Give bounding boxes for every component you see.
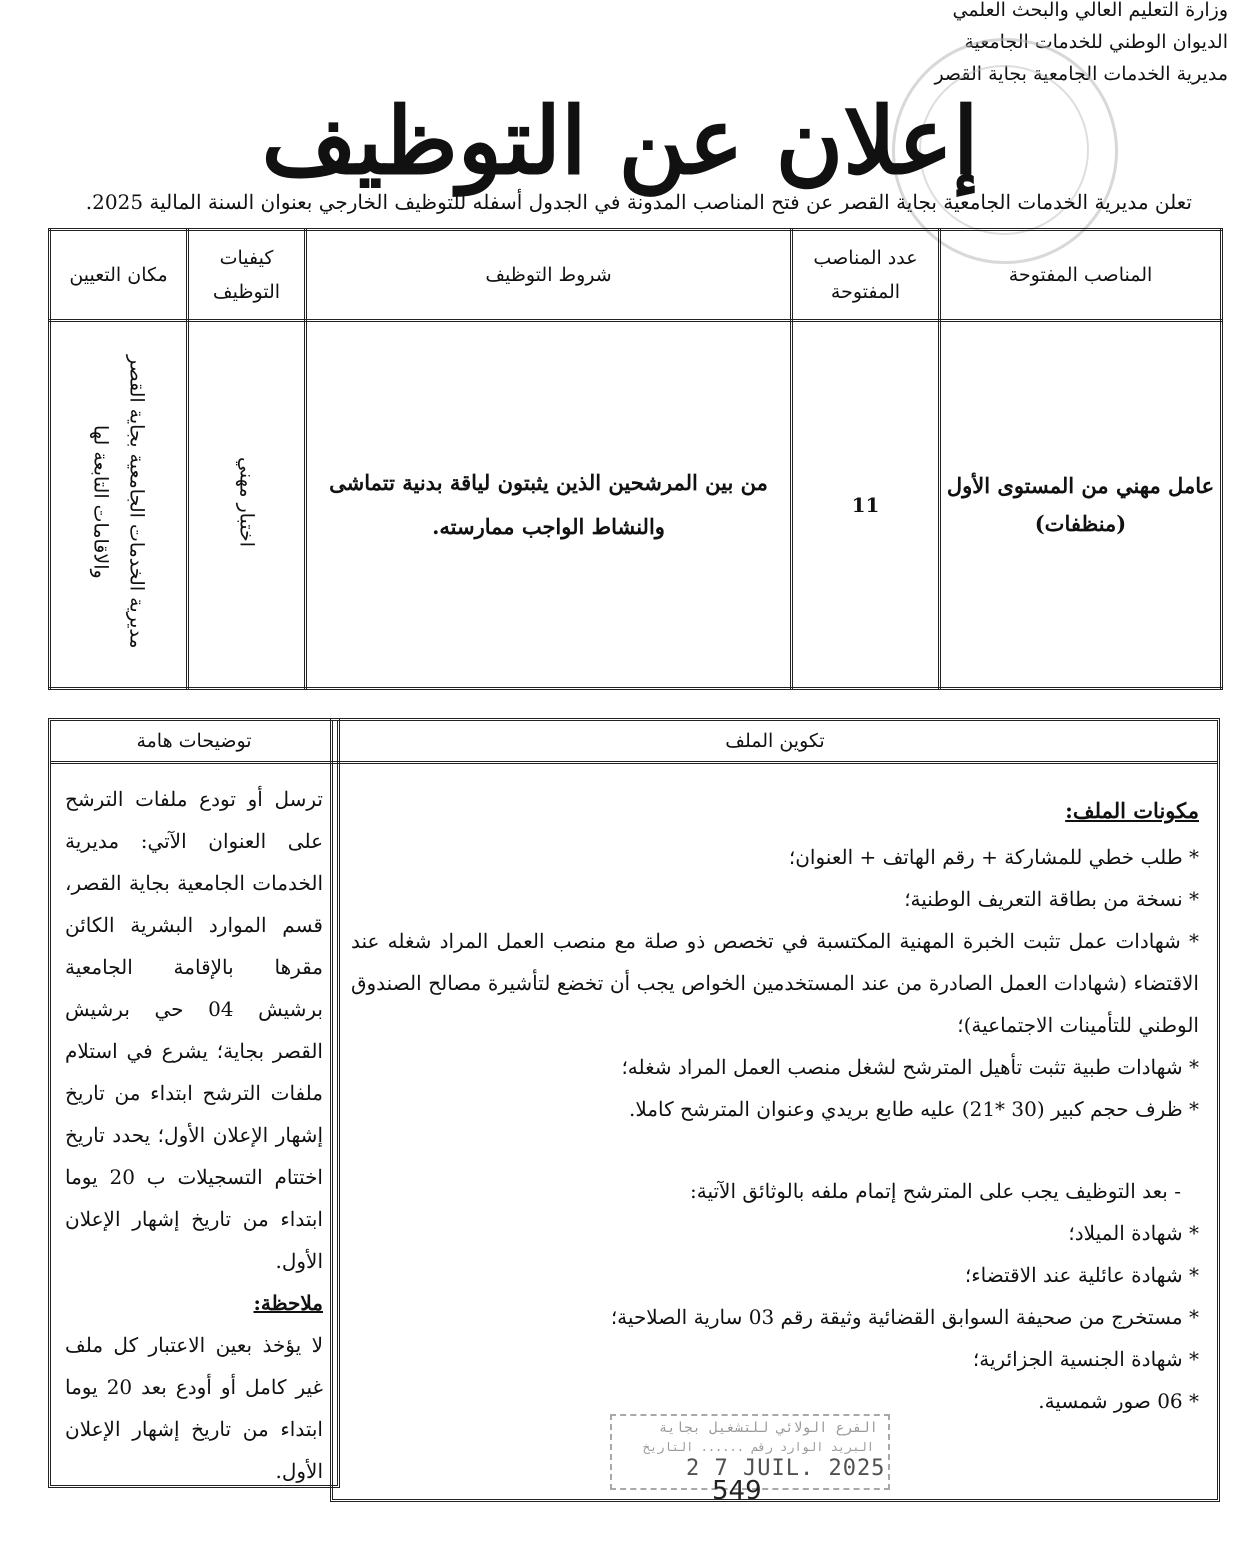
list-item: * مستخرج من صحيفة السوابق القضائية وثيقة رقم 03 سارية الصلاحية؛ bbox=[610, 1305, 1199, 1329]
cell-conditions: من بين المرشحين الذين يثبتون لياقة بدنية تتماشى والنشاط الواجب ممارسته. bbox=[306, 321, 792, 689]
header-conditions: شروط التوظيف bbox=[306, 230, 792, 321]
after-hiring-intro: - بعد التوظيف يجب على المترشح إتمام ملفه بالوثائق الآتية: bbox=[689, 1179, 1181, 1203]
cell-place bbox=[50, 321, 188, 689]
list-item: * شهادة الميلاد؛ bbox=[1068, 1221, 1199, 1245]
list-item: * طلب خطي للمشاركة + رقم الهاتف + العنوان؛ bbox=[788, 845, 1199, 869]
list-item: * ظرف حجم كبير (30 *21) عليه طابع بريدي وعنوان المترشح كاملا. bbox=[629, 1097, 1199, 1121]
dossier-subheading: مكونات الملف: bbox=[1065, 798, 1199, 823]
list-item: * شهادة الجنسية الجزائرية؛ bbox=[972, 1347, 1199, 1371]
list-item: * شهادات عمل تثبت الخبرة المهنية المكتسبة في تخصص ذو صلة مع منصب العمل المراد شغله عند الاقتضاء (شهادات العمل الصادرة من عند المستخدمين الخواص يجب أن تخضع لتأشيرة مصالح الصندوق الوطني للتأمينات الاجتماعية)؛ bbox=[351, 929, 1199, 1037]
header-post: المناصب المفتوحة bbox=[940, 230, 1222, 321]
header-place: مكان التعيين bbox=[50, 230, 188, 321]
cell-place-text: مديرية الخدمات الجامعية بجاية القصر والاقامات التابعة لها bbox=[89, 355, 148, 649]
notes-remark-text: لا يؤخذ بعين الاعتبار كل ملف غير كامل أو أودع بعد 20 يوما ابتداء من تاريخ إشهار الإعلان الأول. bbox=[65, 1333, 323, 1483]
header-mode: كيفيات التوظيف bbox=[188, 230, 306, 321]
list-item: * نسخة من بطاقة التعريف الوطنية؛ bbox=[904, 887, 1199, 911]
header-count: عدد المناصب المفتوحة bbox=[792, 230, 940, 321]
notes-remark-label: ملاحظة: bbox=[253, 1291, 323, 1315]
receipt-stamp-line1: الفرع الولائي للتشغيل بجاية bbox=[658, 1420, 878, 1436]
header-line-directorate: مديرية الخدمات الجامعية بجاية القصر bbox=[934, 63, 1228, 85]
notes-heading: توضيحات هامة bbox=[51, 721, 337, 764]
handwritten-number: 549 bbox=[712, 1476, 762, 1506]
list-item: * شهادات طبية تثبت تأهيل المترشح لشغل منصب العمل المراد شغله؛ bbox=[621, 1055, 1199, 1079]
notes-box bbox=[48, 718, 340, 1488]
cell-post: عامل مهني من المستوى الأول (منظفات) bbox=[940, 321, 1222, 689]
intro-paragraph: تعلن مديرية الخدمات الجامعية بجاية القصر عن فتح المناصب المدونة في الجدول أسفله للتوظيف الخارجي بعنوان السنة المالية 2025. bbox=[85, 190, 1192, 214]
notes-body bbox=[51, 764, 337, 1492]
cell-mode-text: اختبار مهني bbox=[235, 457, 258, 547]
notes-address-text: ترسل أو تودع ملفات الترشح على العنوان الآتي: مديرية الخدمات الجامعية بجاية القصر، قسم الموارد البشرية الكائن مقرها بالإقامة الجامعية برشيش 04 حي برشيش القصر بجاية؛ يشرع في استلام ملفات الترشح ابتداء من تاريخ إشهار الإعلان الأول؛ يحدد تاريخ اختتام التسجيلات ب 20 يوما ابتداء من تاريخ إشهار الإعلان الأول. bbox=[65, 787, 323, 1273]
cell-count: 11 bbox=[792, 321, 940, 689]
dossier-box bbox=[330, 718, 1220, 1502]
table-row bbox=[50, 321, 1222, 689]
list-item: * 06 صور شمسية. bbox=[1038, 1389, 1199, 1413]
table-header-row bbox=[50, 230, 1222, 321]
list-item: * شهادة عائلية عند الاقتضاء؛ bbox=[964, 1263, 1199, 1287]
page-title: إعلان عن التوظيف bbox=[261, 87, 979, 195]
positions-table bbox=[48, 228, 1223, 690]
receipt-stamp-line2: البريد الوارد رقم ...... التاريخ bbox=[642, 1440, 874, 1454]
header-line-onou: الديوان الوطني للخدمات الجامعية bbox=[964, 31, 1228, 53]
dossier-body bbox=[333, 764, 1217, 1422]
dossier-heading: تكوين الملف bbox=[333, 721, 1217, 764]
header-line-ministry: وزارة التعليم العالي والبحث العلمي bbox=[952, 0, 1228, 21]
cell-mode bbox=[188, 321, 306, 689]
receipt-stamp-date: 2 7 JUIL. 2025 bbox=[686, 1456, 886, 1481]
